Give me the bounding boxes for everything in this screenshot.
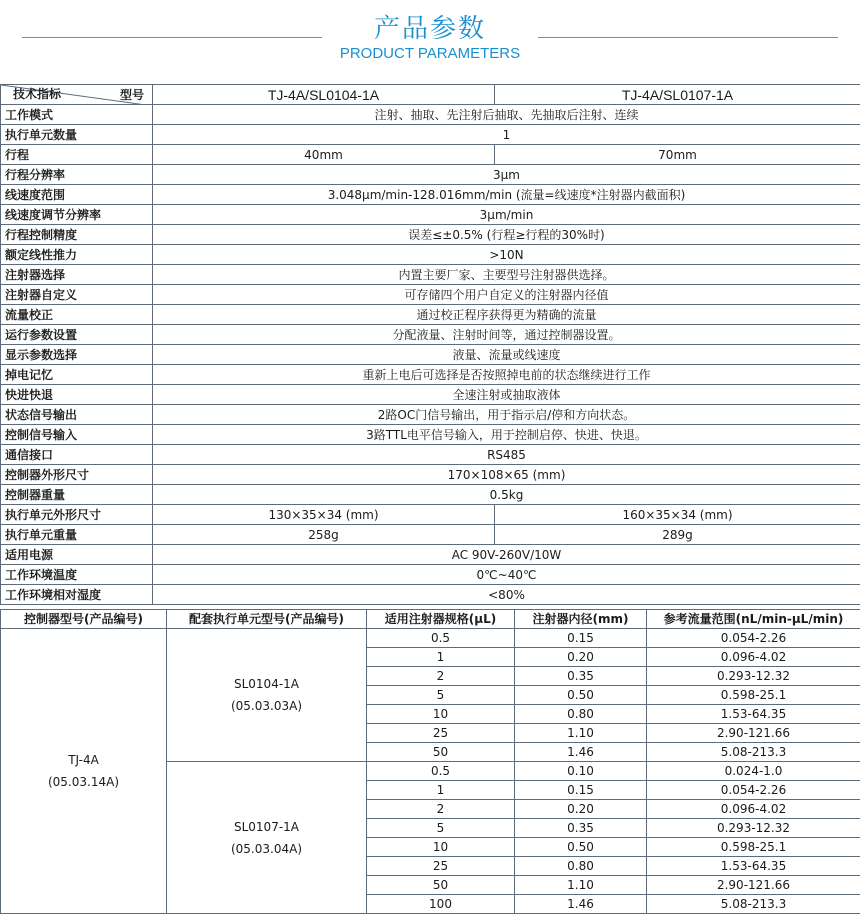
- column-header: 参考流量范围(nL/min-μL/min): [647, 610, 860, 629]
- parameter-value: RS485: [153, 445, 860, 465]
- selection-row: [1, 629, 860, 648]
- parameter-row: [1, 505, 860, 525]
- flow-range: 5.08-213.3: [647, 895, 860, 914]
- flow-range: 0.096-4.02: [647, 648, 860, 667]
- parameter-label: 注射器选择: [1, 265, 153, 285]
- parameter-row: [1, 105, 860, 125]
- column-header: 控制器型号(产品编号): [1, 610, 167, 629]
- parameter-value-b: 160×35×34 (mm): [495, 505, 860, 525]
- syringe-inner-diameter: 0.35: [515, 667, 647, 686]
- page-title: 产品参数: [0, 8, 860, 45]
- page-subtitle: PRODUCT PARAMETERS: [0, 45, 860, 62]
- syringe-volume: 2: [367, 667, 515, 686]
- parameter-value-b: 289g: [495, 525, 860, 545]
- flow-range: 5.08-213.3: [647, 743, 860, 762]
- syringe-inner-diameter: 1.46: [515, 743, 647, 762]
- flow-range: 0.054-2.26: [647, 629, 860, 648]
- parameter-value: 0.5kg: [153, 485, 860, 505]
- syringe-volume: 100: [367, 895, 515, 914]
- selection-table: [0, 609, 860, 914]
- parameter-row: [1, 145, 860, 165]
- parameter-value: 2路OC门信号输出，用于指示启/停和方向状态。: [153, 405, 860, 425]
- flow-range: 0.293-12.32: [647, 667, 860, 686]
- syringe-inner-diameter: 0.15: [515, 629, 647, 648]
- flow-range: 2.90-121.66: [647, 724, 860, 743]
- parameter-row: [1, 545, 860, 565]
- parameter-row: [1, 465, 860, 485]
- parameter-value: 170×108×65 (mm): [153, 465, 860, 485]
- parameter-value: <80%: [153, 585, 860, 605]
- model-a-header: TJ-4A/SL0104-1A: [153, 85, 495, 105]
- parameter-row: [1, 225, 860, 245]
- parameter-label: 适用电源: [1, 545, 153, 565]
- syringe-volume: 1: [367, 648, 515, 667]
- parameter-value: 全速注射或抽取液体: [153, 385, 860, 405]
- parameter-row: [1, 305, 860, 325]
- parameter-row: [1, 525, 860, 545]
- parameter-label: 运行参数设置: [1, 325, 153, 345]
- execution-unit-code: (05.03.04A): [171, 838, 362, 860]
- syringe-inner-diameter: 0.10: [515, 762, 647, 781]
- syringe-inner-diameter: 1.46: [515, 895, 647, 914]
- corner-cell: [1, 85, 153, 105]
- parameter-value: 3路TTL电平信号输入，用于控制启停、快进、快退。: [153, 425, 860, 445]
- parameter-value-a: 258g: [153, 525, 495, 545]
- flow-range: 0.293-12.32: [647, 819, 860, 838]
- selection-header-row: [1, 610, 860, 629]
- parameter-value: 1: [153, 125, 860, 145]
- parameter-value: 3μm/min: [153, 205, 860, 225]
- controller-code: (05.03.14A): [5, 771, 162, 793]
- syringe-volume: 1: [367, 781, 515, 800]
- parameter-row: [1, 265, 860, 285]
- column-header: 注射器内径(mm): [515, 610, 647, 629]
- parameter-label: 线速度范围: [1, 185, 153, 205]
- flow-range: 0.024-1.0: [647, 762, 860, 781]
- execution-unit-code: (05.03.03A): [171, 695, 362, 717]
- parameter-row: [1, 585, 860, 605]
- syringe-inner-diameter: 0.50: [515, 686, 647, 705]
- parameter-label: 控制器重量: [1, 485, 153, 505]
- execution-unit-cell: [167, 629, 367, 762]
- parameter-value: 0℃~40℃: [153, 565, 860, 585]
- parameter-row: [1, 405, 860, 425]
- parameter-value: 重新上电后可选择是否按照掉电前的状态继续进行工作: [153, 365, 860, 385]
- parameter-row: [1, 125, 860, 145]
- parameter-row: [1, 445, 860, 465]
- syringe-volume: 5: [367, 819, 515, 838]
- parameter-label: 掉电记忆: [1, 365, 153, 385]
- flow-range: 0.096-4.02: [647, 800, 860, 819]
- controller-model: TJ-4A: [5, 749, 162, 771]
- column-header: 配套执行单元型号(产品编号): [167, 610, 367, 629]
- execution-unit-cell: [167, 762, 367, 914]
- parameter-label: 通信接口: [1, 445, 153, 465]
- flow-range: 2.90-121.66: [647, 876, 860, 895]
- parameter-value: 液量、流量或线速度: [153, 345, 860, 365]
- syringe-inner-diameter: 0.50: [515, 838, 647, 857]
- parameter-value: 3μm: [153, 165, 860, 185]
- header: [0, 0, 860, 78]
- parameter-label: 工作模式: [1, 105, 153, 125]
- parameter-label: 工作环境相对湿度: [1, 585, 153, 605]
- parameter-label: 线速度调节分辨率: [1, 205, 153, 225]
- syringe-volume: 2: [367, 800, 515, 819]
- parameter-row: [1, 425, 860, 445]
- syringe-inner-diameter: 0.80: [515, 857, 647, 876]
- parameter-row: [1, 245, 860, 265]
- parameter-label: 注射器自定义: [1, 285, 153, 305]
- syringe-volume: 50: [367, 743, 515, 762]
- parameter-label: 执行单元数量: [1, 125, 153, 145]
- parameter-value: 3.048μm/min-128.016mm/min (流量=线速度*注射器内截面积): [153, 185, 860, 205]
- corner-label-model: 型号: [120, 86, 144, 104]
- parameter-value: 内置主要厂家、主要型号注射器供选择。: [153, 265, 860, 285]
- parameter-row: [1, 325, 860, 345]
- parameters-table: [0, 84, 860, 605]
- flow-range: 1.53-64.35: [647, 705, 860, 724]
- parameter-value: 可存储四个用户自定义的注射器内径值: [153, 285, 860, 305]
- syringe-volume: 10: [367, 705, 515, 724]
- syringe-volume: 10: [367, 838, 515, 857]
- syringe-inner-diameter: 0.15: [515, 781, 647, 800]
- execution-unit-model: SL0107-1A: [171, 816, 362, 838]
- parameter-value: 注射、抽取、先注射后抽取、先抽取后注射、连续: [153, 105, 860, 125]
- syringe-volume: 0.5: [367, 629, 515, 648]
- syringe-inner-diameter: 0.35: [515, 819, 647, 838]
- syringe-volume: 0.5: [367, 762, 515, 781]
- parameter-label: 行程控制精度: [1, 225, 153, 245]
- parameter-label: 额定线性推力: [1, 245, 153, 265]
- flow-range: 0.598-25.1: [647, 838, 860, 857]
- syringe-volume: 50: [367, 876, 515, 895]
- parameter-row: [1, 285, 860, 305]
- parameter-value-a: 40mm: [153, 145, 495, 165]
- parameter-value: AC 90V-260V/10W: [153, 545, 860, 565]
- syringe-volume: 25: [367, 857, 515, 876]
- syringe-inner-diameter: 0.20: [515, 800, 647, 819]
- parameter-label: 状态信号输出: [1, 405, 153, 425]
- syringe-inner-diameter: 1.10: [515, 876, 647, 895]
- parameter-label: 控制器外形尺寸: [1, 465, 153, 485]
- parameter-label: 行程分辨率: [1, 165, 153, 185]
- parameter-value: 分配液量、注射时间等，通过控制器设置。: [153, 325, 860, 345]
- parameter-row: [1, 385, 860, 405]
- parameter-label: 快进快退: [1, 385, 153, 405]
- parameter-row: [1, 565, 860, 585]
- parameter-label: 流量校正: [1, 305, 153, 325]
- model-b-header: TJ-4A/SL0107-1A: [495, 85, 860, 105]
- parameter-value: >10N: [153, 245, 860, 265]
- parameter-label: 行程: [1, 145, 153, 165]
- parameter-row: [1, 345, 860, 365]
- parameter-value-a: 130×35×34 (mm): [153, 505, 495, 525]
- parameter-label: 工作环境温度: [1, 565, 153, 585]
- controller-cell: [1, 629, 167, 914]
- flow-range: 0.054-2.26: [647, 781, 860, 800]
- corner-label-indicator: 技术指标: [13, 85, 61, 103]
- parameter-label: 显示参数选择: [1, 345, 153, 365]
- syringe-inner-diameter: 0.80: [515, 705, 647, 724]
- syringe-volume: 25: [367, 724, 515, 743]
- parameter-row: [1, 165, 860, 185]
- syringe-inner-diameter: 0.20: [515, 648, 647, 667]
- flow-range: 0.598-25.1: [647, 686, 860, 705]
- flow-range: 1.53-64.35: [647, 857, 860, 876]
- parameter-row: [1, 485, 860, 505]
- parameter-row: [1, 185, 860, 205]
- parameter-value: 误差≤±0.5% (行程≥行程的30%时): [153, 225, 860, 245]
- parameter-value-b: 70mm: [495, 145, 860, 165]
- syringe-inner-diameter: 1.10: [515, 724, 647, 743]
- syringe-volume: 5: [367, 686, 515, 705]
- parameter-label: 控制信号输入: [1, 425, 153, 445]
- column-header: 适用注射器规格(μL): [367, 610, 515, 629]
- parameter-label: 执行单元外形尺寸: [1, 505, 153, 525]
- parameters-header-row: [1, 85, 860, 105]
- parameter-label: 执行单元重量: [1, 525, 153, 545]
- parameter-row: [1, 365, 860, 385]
- execution-unit-model: SL0104-1A: [171, 673, 362, 695]
- parameter-value: 通过校正程序获得更为精确的流量: [153, 305, 860, 325]
- parameter-row: [1, 205, 860, 225]
